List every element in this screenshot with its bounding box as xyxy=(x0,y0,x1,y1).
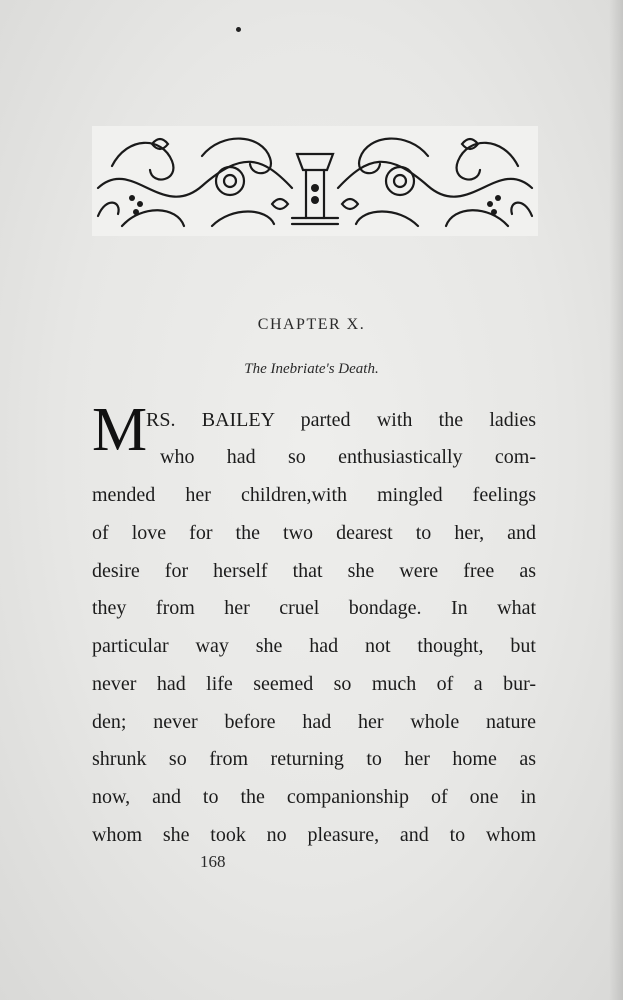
text-line: now, and to the companionship of one in xyxy=(92,786,536,808)
page-edge-shadow xyxy=(609,0,623,1000)
text-line: den; never before had her whole nature xyxy=(92,711,536,733)
ink-speck xyxy=(236,27,241,32)
text-line: never had life seemed so much of a bur- xyxy=(92,673,536,695)
chapter-subtitle: The Inebriate's Death. xyxy=(244,361,379,377)
text-line: mended her children,with mingled feelings xyxy=(92,484,536,506)
text-line: of love for the two dearest to her, and xyxy=(92,522,536,544)
decorative-headpiece-ornament xyxy=(92,126,538,236)
chapter-heading: CHAPTER X. xyxy=(257,316,366,333)
text-line: desire for herself that she were free as xyxy=(92,560,536,582)
text-line: shrunk so from returning to her home as xyxy=(92,748,536,770)
text-line: whom she took no pleasure, and to whom xyxy=(92,824,536,846)
text-line: who had so enthusiastically com- xyxy=(160,446,536,468)
page-number: 168 xyxy=(200,852,226,871)
text-line: particular way she had not thought, but xyxy=(92,635,536,657)
drop-cap-letter: M xyxy=(92,396,148,464)
text-line: RS. BAILEY parted with the ladies xyxy=(146,409,536,431)
text-line: they from her cruel bondage. In what xyxy=(92,597,536,619)
